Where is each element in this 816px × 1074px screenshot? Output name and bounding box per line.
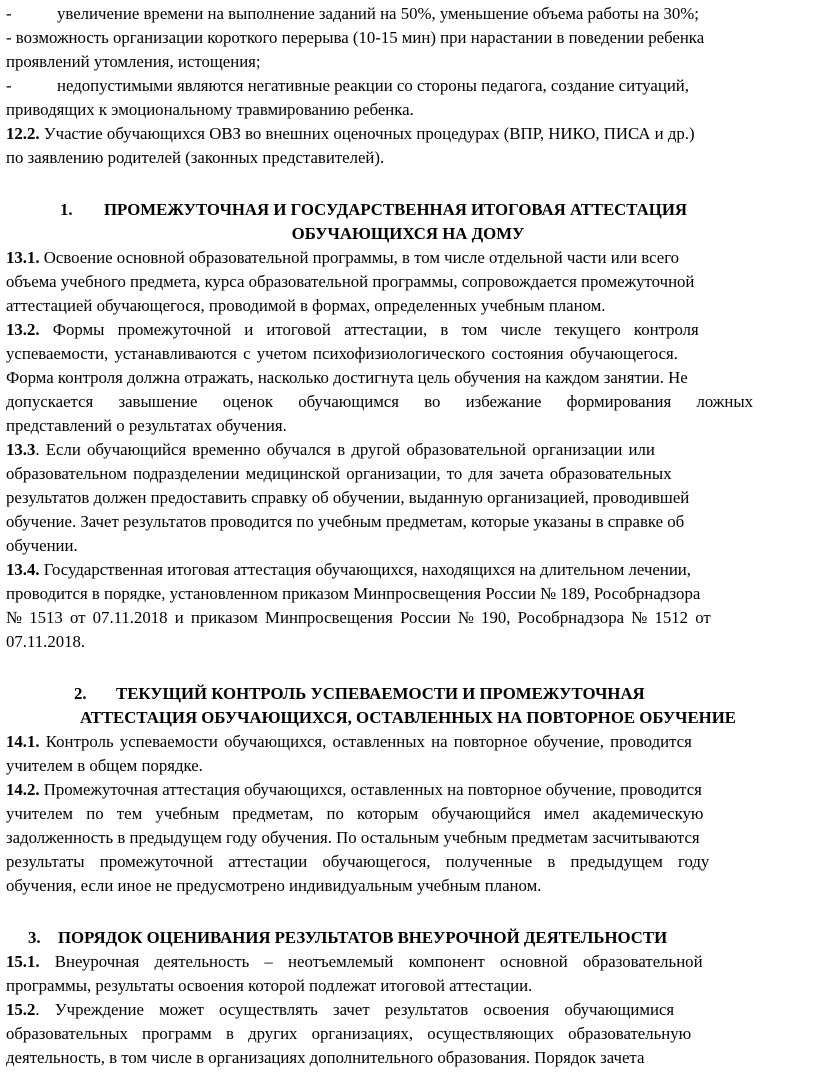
section-number: 2. [74,684,87,703]
text-line: приводящих к эмоциональному травмированию ребенка. [6,100,414,119]
dash-marker: - [6,76,12,95]
section-title-line: ПРОМЕЖУТОЧНАЯ И ГОСУДАРСТВЕННАЯ ИТОГОВАЯ АТТЕСТАЦИЯ [104,200,688,219]
section-title-line: ПОРЯДОК ОЦЕНИВАНИЯ РЕЗУЛЬТАТОВ ВНЕУРОЧНОЙ ДЕЯТЕЛЬНОСТИ [58,928,668,947]
clause-number: 14.2. [6,780,40,799]
list-item-text: увеличение времени на выполнение заданий на 50%, уменьшение объема работы на 30%; [57,4,699,23]
text-line: по заявлению родителей (законных представителей). [6,148,385,167]
clause-number: 14.1. [6,732,40,751]
clause-text: Участие обучающихся ОВЗ во внешних оценочных процедурах (ВПР, НИКО, ПИСА и др.) [39,124,695,143]
section-title-line: ТЕКУЩИЙ КОНТРОЛЬ УСПЕВАЕМОСТИ И ПРОМЕЖУТОЧНАЯ [116,684,645,703]
section-number: 1. [60,200,73,219]
clause-number: 12.2. [6,124,40,143]
section-title-line: ОБУЧАЮЩИХСЯ НА ДОМУ [291,224,525,243]
clause-number: 13.1. [6,248,40,267]
clause-number: 15.2 [6,1000,36,1019]
text-line: проявлений утомления, истощения; [6,52,261,71]
clause-number: 13.2. [6,320,40,339]
section-number: 3. [28,928,41,947]
clause-number: 15.1. [6,952,40,971]
text-line: - возможность организации короткого перерыва (10-15 мин) при нарастании в поведении ребенка [6,28,705,47]
dash-marker: - [6,4,12,23]
section-title-line: АТТЕСТАЦИЯ ОБУЧАЮЩИХСЯ, ОСТАВЛЕННЫХ НА ПОВТОРНОЕ ОБУЧЕНИЕ [80,708,736,727]
clause-number: 13.3 [6,440,36,459]
paragraph-12-2 [6,122,816,146]
clause-number: 13.4. [6,560,40,579]
list-item-text: недопустимыми являются негативные реакции со стороны педагога, создание ситуаций, [57,76,689,95]
